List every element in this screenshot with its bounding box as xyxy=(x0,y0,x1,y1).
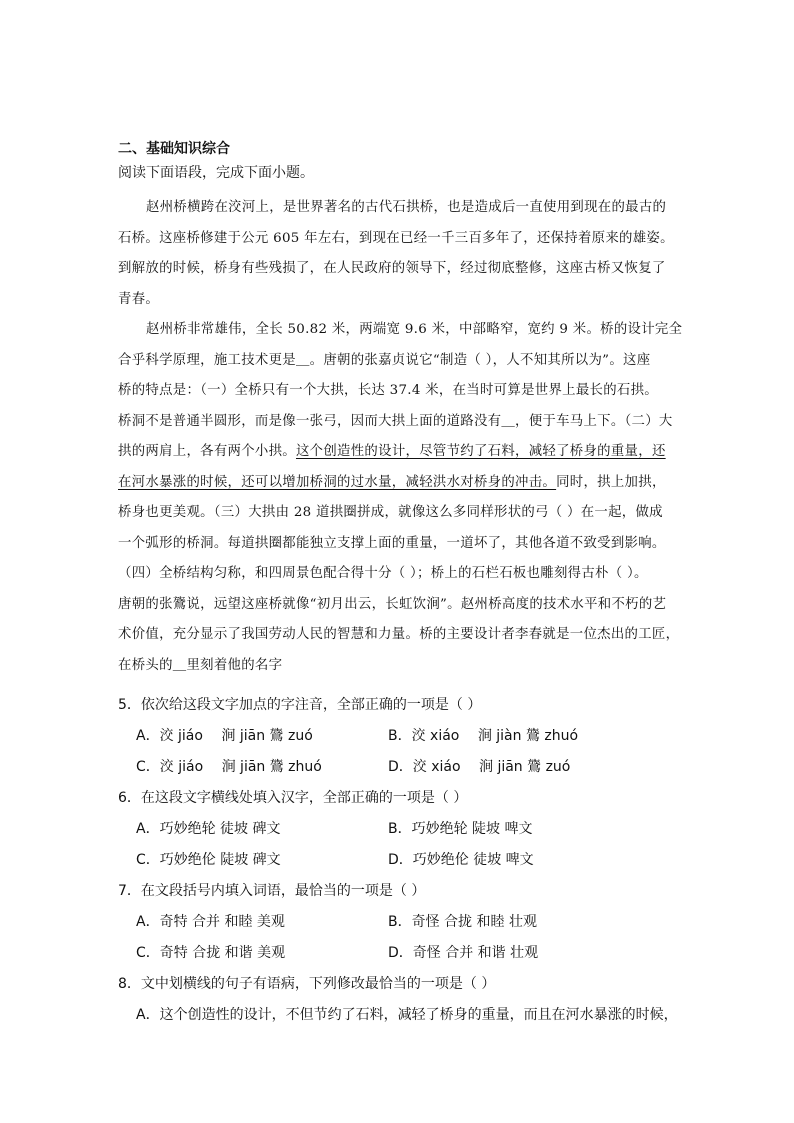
question-list xyxy=(118,690,698,1031)
question-stem: 6．在这段文字横线处填入汉字，全部正确的一项是（ ） xyxy=(118,790,468,806)
option-a[interactable]: A．这个创造性的设计，不但节约了石料，减轻了桥身的重量，而且在河水暴涨的时候， xyxy=(136,1007,678,1023)
option-c[interactable]: C．洨 jiáo 涧 jiān 鷟 zhuó xyxy=(136,759,322,775)
passage-line xyxy=(118,468,683,499)
section-intro: 阅读下面语段，完成下面小题。 xyxy=(118,165,314,181)
passage-line: 桥身也更美观。（三）大拱由 28 道拱圈拼成，就像这么多同样形状的弓（ ）在一起，做成 xyxy=(118,505,663,520)
option-row xyxy=(118,814,698,845)
option-d[interactable]: D．洨 xiáo 涧 jiān 鷟 zuó xyxy=(388,759,571,775)
option-row xyxy=(118,907,698,938)
passage-line: 唐朝的张鷟说，远望这座桥就像“初月出云，长虹饮涧”。赵州桥高度的技术水平和不朽的艺 xyxy=(118,596,667,612)
passage-line: 到解放的时候，桥身有些残损了，在人民政府的领导下，经过彻底整修，这座古桥又恢复了 xyxy=(118,261,666,276)
question-stem: 5．依次给这段文字加点的字注音，全部正确的一项是（ ） xyxy=(118,697,482,713)
option-b[interactable]: B．奇怪 合拢 和睦 壮观 xyxy=(388,914,537,930)
passage-line: 石桥。这座桥修建于公元 605 年左右，到现在已经一千三百多年了，还保持着原来的雄姿。 xyxy=(118,230,674,246)
option-row xyxy=(118,721,698,752)
question-stem: 8．文中划横线的句子有语病，下列修改最恰当的一项是（ ） xyxy=(118,976,496,992)
underlined-sentence: 在河水暴涨的时候，还可以增加桥洞的过水量，减轻洪水对桥身的冲击。 xyxy=(118,474,557,490)
question-stem: 7．在文段括号内填入词语，最恰当的一项是（ ） xyxy=(118,883,426,899)
option-b[interactable]: B．洨 xiáo 涧 jiàn 鷟 zhuó xyxy=(388,728,579,744)
option-a[interactable]: A．巧妙绝轮 徒坡 碑文 xyxy=(136,821,281,837)
passage-text: 同时，拱上加拱， xyxy=(556,474,666,490)
passage-line xyxy=(118,437,683,468)
option-row xyxy=(118,938,698,969)
passage-line: 术价值，充分显示了我国劳动人民的智慧和力量。桥的主要设计者李春就是一位杰出的工匠， xyxy=(118,627,680,642)
passage-line: 桥的特点是：（一）全桥只有一个大拱，长达 37.4 米，在当时可算是世界上最长的石拱。 xyxy=(118,383,658,398)
option-c[interactable]: C．奇特 合拢 和谐 美观 xyxy=(136,945,286,961)
option-a[interactable]: A．奇特 合并 和睦 美观 xyxy=(136,914,285,930)
option-d[interactable]: D．奇怪 合并 和谐 壮观 xyxy=(388,945,539,961)
option-row xyxy=(118,845,698,876)
section-title: 二、基础知识综合 xyxy=(118,141,230,157)
option-b[interactable]: B．巧妙绝轮 陡坡 啤文 xyxy=(388,821,533,837)
option-d[interactable]: D．巧妙绝伦 徒坡 啤文 xyxy=(388,852,534,868)
passage-line: 一个弧形的桥洞。每道拱圈都能独立支撑上面的重量，一道坏了，其他各道不致受到影响。 xyxy=(118,535,666,551)
option-a[interactable]: A．洨 jiáo 涧 jiān 鷟 zuó xyxy=(136,728,313,744)
passage-line: 在桥头的＿里刻着他的名字 xyxy=(118,657,283,673)
option-c[interactable]: C．巧妙绝伦 陡坡 碑文 xyxy=(136,852,281,868)
passage-line: 合乎科学原理，施工技术更是＿。唐朝的张嘉贞说它“制造（ ），人不知其所以为”。这座 xyxy=(118,352,651,368)
passage-line: 桥洞不是普通半圆形，而是像一张弓，因而大拱上面的道路没有＿，便于车马上下。（二）大 xyxy=(118,413,673,429)
option-row xyxy=(118,752,698,783)
underlined-sentence: 这个创造性的设计，尽管节约了石料，减轻了桥身的重量，还 xyxy=(295,444,666,459)
reading-passage xyxy=(118,193,683,681)
passage-line: 赵州桥非常雄伟，全长 50.82 米，两端宽 9.6 米，中部略窄，宽约 9 米。桥的设计完全 xyxy=(146,322,683,337)
passage-line: 青春。 xyxy=(118,291,160,307)
passage-text: 拱的两肩上，各有两个小拱。 xyxy=(118,444,296,459)
passage-line: （四）全桥结构匀称，和四周景色配合得十分（ ）；桥上的石栏石板也雕刻得古朴（ ）。 xyxy=(118,566,648,581)
passage-line: 赵州桥横跨在洨河上，是世界著名的古代石拱桥，也是造成后一直使用到现在的最古的 xyxy=(146,200,667,215)
